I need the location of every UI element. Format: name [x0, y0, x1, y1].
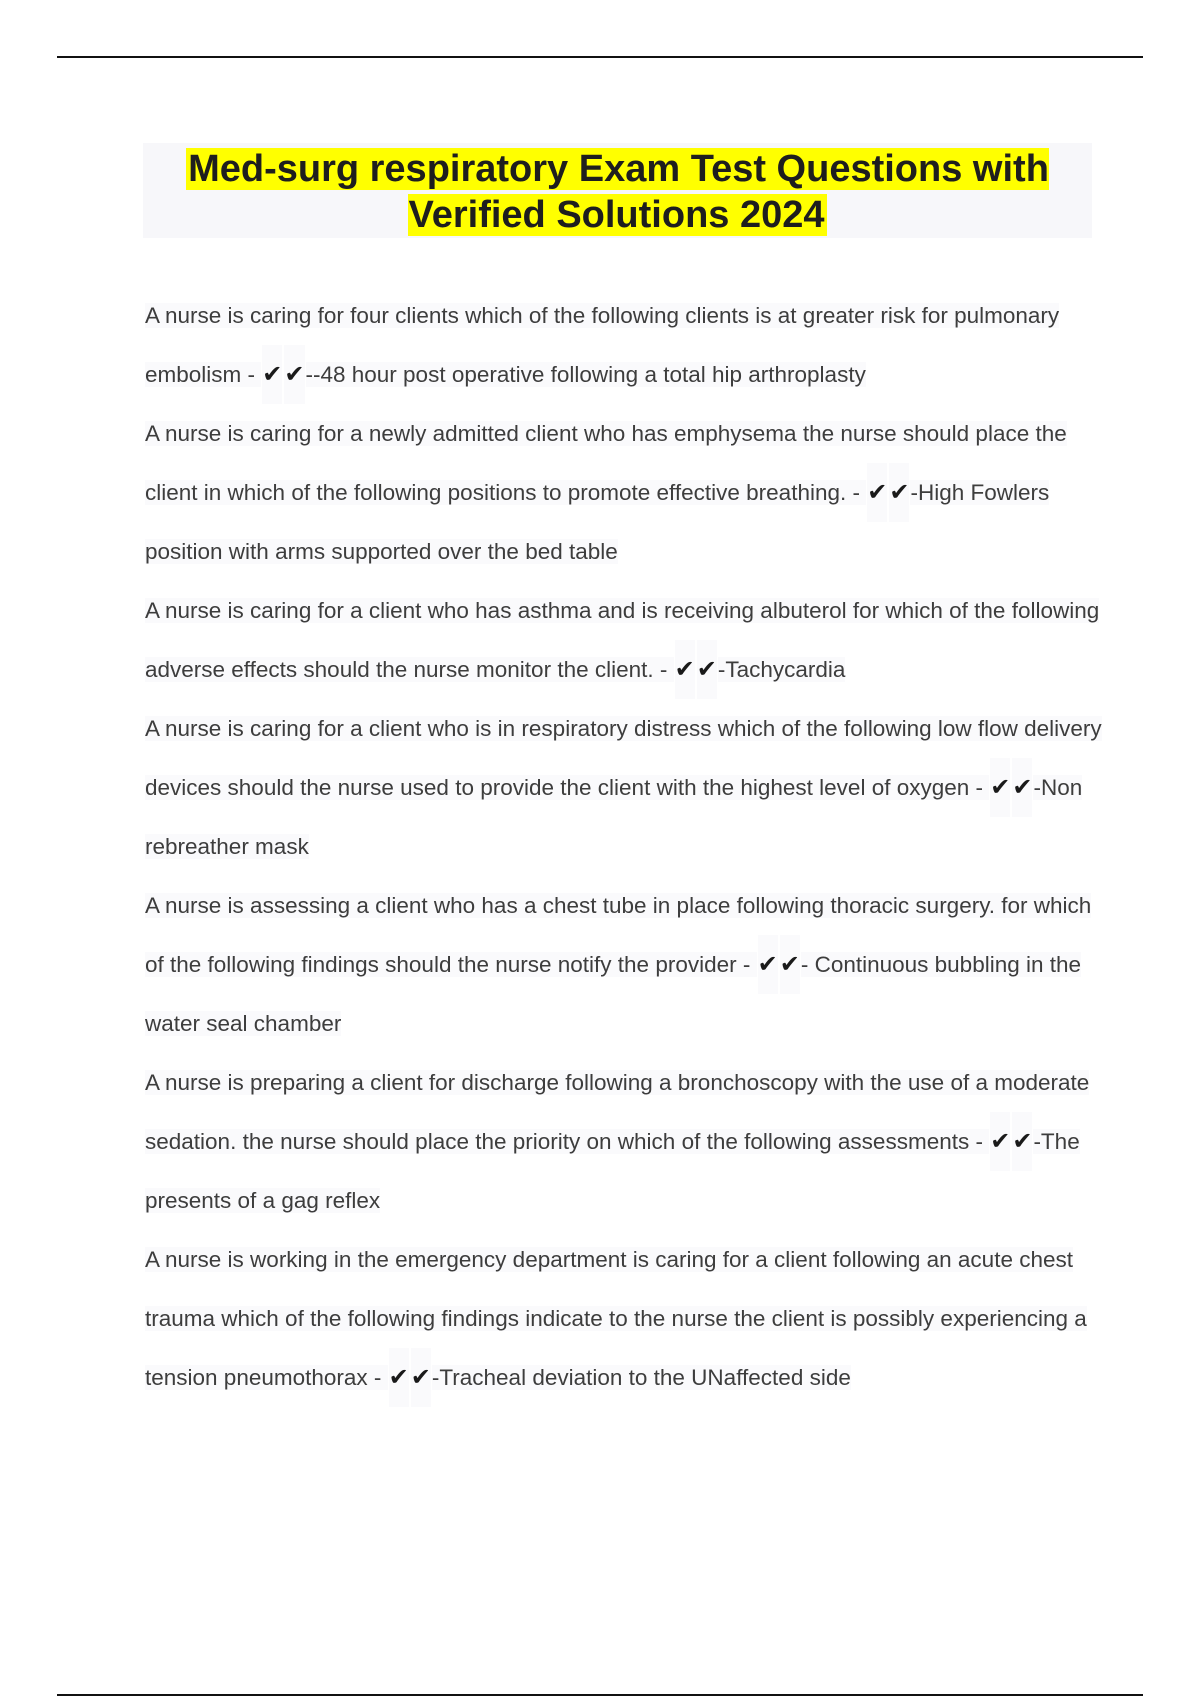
question-text: A nurse is caring for a newly admitted client who has emphysema the nurse should place the client in which of the following positions to promote effective breathing. - [145, 421, 1067, 505]
question-text: A nurse is preparing a client for discharge following a bronchoscopy with the use of a moderate sedation. the nurse should place the priority on which of the following assessments - [145, 1070, 1090, 1154]
check-icon: ✔ [262, 345, 282, 404]
qa-item [145, 1053, 1105, 1230]
check-icon: ✔ [697, 640, 717, 699]
check-icon: ✔ [889, 463, 909, 522]
answer-text: -High Fowlers position with arms supported over the bed table [145, 480, 1050, 564]
answer-text: -Non rebreather mask [145, 775, 1083, 859]
answer-text: --48 hour post operative following a total hip arthroplasty [305, 362, 866, 387]
qa-item [145, 581, 1105, 699]
check-icon: ✔ [1012, 1112, 1032, 1171]
qa-list [145, 286, 1105, 1407]
question-text: A nurse is assessing a client who has a chest tube in place following thoracic surgery. for which of the following findings should the nurse notify the provider - [145, 893, 1092, 977]
qa-item [145, 404, 1105, 581]
check-icon: ✔ [675, 640, 695, 699]
check-icon: ✔ [990, 758, 1010, 817]
check-icon: ✔ [411, 1348, 431, 1407]
check-icon: ✔ [990, 1112, 1010, 1171]
document-title [143, 143, 1092, 238]
question-text: A nurse is working in the emergency department is caring for a client following an acute chest trauma which of the following findings indicate to the nurse the client is possibly experiencing a tension pneumothorax - [145, 1247, 1087, 1390]
check-icon: ✔ [389, 1348, 409, 1407]
answer-text: -Tachycardia [717, 657, 846, 682]
check-icon: ✔ [780, 935, 800, 994]
qa-item [145, 876, 1105, 1053]
qa-item [145, 286, 1105, 404]
question-text: A nurse is caring for a client who has asthma and is receiving albuterol for which of the following adverse effects should the nurse monitor the client. - [145, 598, 1100, 682]
question-text: A nurse is caring for four clients which of the following clients is at greater risk for pulmonary embolism - [145, 303, 1060, 387]
bottom-rule [57, 1694, 1143, 1696]
check-icon: ✔ [758, 935, 778, 994]
answer-text: -Tracheal deviation to the UNaffected side [431, 1365, 851, 1390]
check-icon: ✔ [1012, 758, 1032, 817]
qa-item [145, 1230, 1105, 1407]
check-icon: ✔ [284, 345, 304, 404]
qa-item [145, 699, 1105, 876]
top-rule [57, 56, 1143, 58]
title-block [143, 143, 1092, 238]
answer-text: - Continuous bubbling in the water seal chamber [145, 952, 1082, 1036]
question-text: A nurse is caring for a client who is in respiratory distress which of the following low flow delivery devices should the nurse used to provide the client with the highest level of oxygen - [145, 716, 1102, 800]
document-title-text: Med-surg respiratory Exam Test Questions with Verified Solutions 2024 [188, 148, 1049, 236]
check-icon: ✔ [867, 463, 887, 522]
answer-text: -The presents of a gag reflex [145, 1129, 1080, 1213]
